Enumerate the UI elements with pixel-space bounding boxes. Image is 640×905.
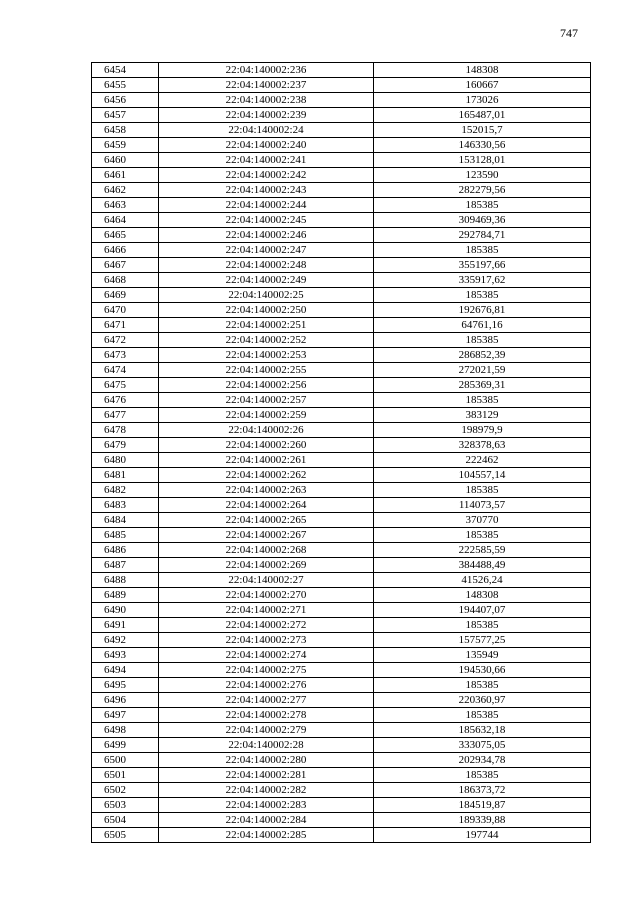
cadastral-number-cell: 22:04:140002:277 (159, 693, 374, 708)
value-cell: 286852,39 (374, 348, 591, 363)
table-row (92, 348, 591, 363)
table-row (92, 603, 591, 618)
value-cell: 185385 (374, 198, 591, 213)
value-cell: 104557,14 (374, 468, 591, 483)
row-number-cell: 6455 (92, 78, 159, 93)
table-row (92, 393, 591, 408)
cadastral-number-cell: 22:04:140002:279 (159, 723, 374, 738)
table-row (92, 153, 591, 168)
row-number-cell: 6483 (92, 498, 159, 513)
row-number-cell: 6478 (92, 423, 159, 438)
row-number-cell: 6475 (92, 378, 159, 393)
table-row (92, 213, 591, 228)
table-row (92, 468, 591, 483)
table-row (92, 423, 591, 438)
cadastral-number-cell: 22:04:140002:24 (159, 123, 374, 138)
table-row (92, 333, 591, 348)
row-number-cell: 6471 (92, 318, 159, 333)
table-row (92, 183, 591, 198)
table-row (92, 273, 591, 288)
row-number-cell: 6472 (92, 333, 159, 348)
cadastral-number-cell: 22:04:140002:257 (159, 393, 374, 408)
cadastral-number-cell: 22:04:140002:270 (159, 588, 374, 603)
cadastral-number-cell: 22:04:140002:259 (159, 408, 374, 423)
value-cell: 328378,63 (374, 438, 591, 453)
table-row (92, 318, 591, 333)
table-row (92, 828, 591, 843)
table-row (92, 258, 591, 273)
row-number-cell: 6498 (92, 723, 159, 738)
value-cell: 185385 (374, 393, 591, 408)
cadastral-number-cell: 22:04:140002:25 (159, 288, 374, 303)
value-cell: 185385 (374, 528, 591, 543)
value-cell: 185385 (374, 288, 591, 303)
table-row (92, 63, 591, 78)
value-cell: 160667 (374, 78, 591, 93)
row-number-cell: 6468 (92, 273, 159, 288)
table-row (92, 738, 591, 753)
table-row (92, 228, 591, 243)
value-cell: 194530,66 (374, 663, 591, 678)
cadastral-number-cell: 22:04:140002:262 (159, 468, 374, 483)
cadastral-number-cell: 22:04:140002:273 (159, 633, 374, 648)
cadastral-number-cell: 22:04:140002:239 (159, 108, 374, 123)
value-cell: 165487,01 (374, 108, 591, 123)
cadastral-number-cell: 22:04:140002:247 (159, 243, 374, 258)
cadastral-number-cell: 22:04:140002:265 (159, 513, 374, 528)
row-number-cell: 6499 (92, 738, 159, 753)
row-number-cell: 6474 (92, 363, 159, 378)
cadastral-number-cell: 22:04:140002:26 (159, 423, 374, 438)
cadastral-number-cell: 22:04:140002:278 (159, 708, 374, 723)
cadastral-number-cell: 22:04:140002:253 (159, 348, 374, 363)
row-number-cell: 6493 (92, 648, 159, 663)
cadastral-number-cell: 22:04:140002:243 (159, 183, 374, 198)
value-cell: 148308 (374, 63, 591, 78)
cadastral-number-cell: 22:04:140002:242 (159, 168, 374, 183)
value-cell: 185385 (374, 708, 591, 723)
row-number-cell: 6484 (92, 513, 159, 528)
value-cell: 333075,05 (374, 738, 591, 753)
cadastral-number-cell: 22:04:140002:285 (159, 828, 374, 843)
row-number-cell: 6502 (92, 783, 159, 798)
table-row (92, 543, 591, 558)
cadastral-number-cell: 22:04:140002:282 (159, 783, 374, 798)
row-number-cell: 6486 (92, 543, 159, 558)
cadastral-number-cell: 22:04:140002:281 (159, 768, 374, 783)
value-cell: 185385 (374, 483, 591, 498)
row-number-cell: 6503 (92, 798, 159, 813)
row-number-cell: 6481 (92, 468, 159, 483)
row-number-cell: 6487 (92, 558, 159, 573)
table-row (92, 783, 591, 798)
table-row (92, 108, 591, 123)
row-number-cell: 6505 (92, 828, 159, 843)
value-cell: 185385 (374, 678, 591, 693)
table-row (92, 243, 591, 258)
row-number-cell: 6470 (92, 303, 159, 318)
page-number: 747 (560, 26, 578, 40)
value-cell: 186373,72 (374, 783, 591, 798)
row-number-cell: 6476 (92, 393, 159, 408)
value-cell: 189339,88 (374, 813, 591, 828)
table-row (92, 513, 591, 528)
value-cell: 185385 (374, 618, 591, 633)
value-cell: 64761,16 (374, 318, 591, 333)
value-cell: 146330,56 (374, 138, 591, 153)
value-cell: 355197,66 (374, 258, 591, 273)
cadastral-number-cell: 22:04:140002:272 (159, 618, 374, 633)
value-cell: 114073,57 (374, 498, 591, 513)
row-number-cell: 6467 (92, 258, 159, 273)
value-cell: 41526,24 (374, 573, 591, 588)
table-row (92, 573, 591, 588)
cadastral-number-cell: 22:04:140002:260 (159, 438, 374, 453)
table-row (92, 78, 591, 93)
value-cell: 309469,36 (374, 213, 591, 228)
row-number-cell: 6466 (92, 243, 159, 258)
value-cell: 185385 (374, 243, 591, 258)
row-number-cell: 6501 (92, 768, 159, 783)
value-cell: 370770 (374, 513, 591, 528)
row-number-cell: 6473 (92, 348, 159, 363)
row-number-cell: 6490 (92, 603, 159, 618)
cadastral-number-cell: 22:04:140002:271 (159, 603, 374, 618)
cadastral-number-cell: 22:04:140002:268 (159, 543, 374, 558)
row-number-cell: 6457 (92, 108, 159, 123)
cadastral-number-cell: 22:04:140002:261 (159, 453, 374, 468)
row-number-cell: 6492 (92, 633, 159, 648)
value-cell: 282279,56 (374, 183, 591, 198)
cadastral-number-cell: 22:04:140002:250 (159, 303, 374, 318)
cadastral-number-cell: 22:04:140002:280 (159, 753, 374, 768)
row-number-cell: 6462 (92, 183, 159, 198)
row-number-cell: 6459 (92, 138, 159, 153)
table-row (92, 753, 591, 768)
table-row (92, 303, 591, 318)
value-cell: 222462 (374, 453, 591, 468)
value-cell: 185385 (374, 333, 591, 348)
value-cell: 152015,7 (374, 123, 591, 138)
cadastral-number-cell: 22:04:140002:236 (159, 63, 374, 78)
row-number-cell: 6464 (92, 213, 159, 228)
row-number-cell: 6491 (92, 618, 159, 633)
cadastral-number-cell: 22:04:140002:240 (159, 138, 374, 153)
table-row (92, 798, 591, 813)
table-row (92, 693, 591, 708)
value-cell: 135949 (374, 648, 591, 663)
cadastral-number-cell: 22:04:140002:267 (159, 528, 374, 543)
value-cell: 184519,87 (374, 798, 591, 813)
cadastral-number-cell: 22:04:140002:246 (159, 228, 374, 243)
cadastral-number-cell: 22:04:140002:252 (159, 333, 374, 348)
value-cell: 123590 (374, 168, 591, 183)
value-cell: 222585,59 (374, 543, 591, 558)
cadastral-number-cell: 22:04:140002:263 (159, 483, 374, 498)
row-number-cell: 6480 (92, 453, 159, 468)
value-cell: 148308 (374, 588, 591, 603)
row-number-cell: 6496 (92, 693, 159, 708)
table-row (92, 378, 591, 393)
cadastral-number-cell: 22:04:140002:255 (159, 363, 374, 378)
table-row (92, 198, 591, 213)
row-number-cell: 6494 (92, 663, 159, 678)
table-row (92, 528, 591, 543)
row-number-cell: 6500 (92, 753, 159, 768)
cadastral-number-cell: 22:04:140002:256 (159, 378, 374, 393)
value-cell: 220360,97 (374, 693, 591, 708)
row-number-cell: 6497 (92, 708, 159, 723)
cadastral-number-cell: 22:04:140002:276 (159, 678, 374, 693)
value-cell: 202934,78 (374, 753, 591, 768)
value-cell: 185385 (374, 768, 591, 783)
row-number-cell: 6469 (92, 288, 159, 303)
table-row (92, 708, 591, 723)
row-number-cell: 6504 (92, 813, 159, 828)
cadastral-value-table (91, 62, 591, 843)
table-row (92, 288, 591, 303)
cadastral-number-cell: 22:04:140002:248 (159, 258, 374, 273)
value-cell: 194407,07 (374, 603, 591, 618)
cadastral-number-cell: 22:04:140002:241 (159, 153, 374, 168)
table-row (92, 408, 591, 423)
row-number-cell: 6456 (92, 93, 159, 108)
cadastral-number-cell: 22:04:140002:238 (159, 93, 374, 108)
row-number-cell: 6489 (92, 588, 159, 603)
cadastral-number-cell: 22:04:140002:251 (159, 318, 374, 333)
cadastral-number-cell: 22:04:140002:264 (159, 498, 374, 513)
value-cell: 157577,25 (374, 633, 591, 648)
table-row (92, 93, 591, 108)
row-number-cell: 6495 (92, 678, 159, 693)
cadastral-number-cell: 22:04:140002:275 (159, 663, 374, 678)
table-row (92, 558, 591, 573)
value-cell: 272021,59 (374, 363, 591, 378)
table-row (92, 618, 591, 633)
table-row (92, 498, 591, 513)
cadastral-number-cell: 22:04:140002:245 (159, 213, 374, 228)
row-number-cell: 6479 (92, 438, 159, 453)
table-row (92, 678, 591, 693)
value-cell: 335917,62 (374, 273, 591, 288)
value-cell: 198979,9 (374, 423, 591, 438)
row-number-cell: 6454 (92, 63, 159, 78)
cadastral-number-cell: 22:04:140002:244 (159, 198, 374, 213)
row-number-cell: 6485 (92, 528, 159, 543)
table-row (92, 723, 591, 738)
table-row (92, 438, 591, 453)
table-row (92, 483, 591, 498)
table-row (92, 768, 591, 783)
cadastral-number-cell: 22:04:140002:283 (159, 798, 374, 813)
value-cell: 192676,81 (374, 303, 591, 318)
value-cell: 285369,31 (374, 378, 591, 393)
cadastral-number-cell: 22:04:140002:249 (159, 273, 374, 288)
table-row (92, 633, 591, 648)
table-row (92, 168, 591, 183)
value-cell: 197744 (374, 828, 591, 843)
cadastral-number-cell: 22:04:140002:284 (159, 813, 374, 828)
cadastral-number-cell: 22:04:140002:27 (159, 573, 374, 588)
table-row (92, 663, 591, 678)
row-number-cell: 6463 (92, 198, 159, 213)
table-row (92, 588, 591, 603)
table-row (92, 453, 591, 468)
value-cell: 185632,18 (374, 723, 591, 738)
cadastral-number-cell: 22:04:140002:269 (159, 558, 374, 573)
row-number-cell: 6461 (92, 168, 159, 183)
table-row (92, 813, 591, 828)
row-number-cell: 6477 (92, 408, 159, 423)
cadastral-number-cell: 22:04:140002:28 (159, 738, 374, 753)
table-row (92, 648, 591, 663)
row-number-cell: 6465 (92, 228, 159, 243)
value-cell: 292784,71 (374, 228, 591, 243)
value-cell: 153128,01 (374, 153, 591, 168)
cadastral-number-cell: 22:04:140002:237 (159, 78, 374, 93)
row-number-cell: 6488 (92, 573, 159, 588)
table-row (92, 138, 591, 153)
value-cell: 383129 (374, 408, 591, 423)
table-body (92, 63, 591, 843)
row-number-cell: 6458 (92, 123, 159, 138)
row-number-cell: 6460 (92, 153, 159, 168)
value-cell: 384488,49 (374, 558, 591, 573)
table-row (92, 363, 591, 378)
value-cell: 173026 (374, 93, 591, 108)
row-number-cell: 6482 (92, 483, 159, 498)
cadastral-number-cell: 22:04:140002:274 (159, 648, 374, 663)
table-row (92, 123, 591, 138)
